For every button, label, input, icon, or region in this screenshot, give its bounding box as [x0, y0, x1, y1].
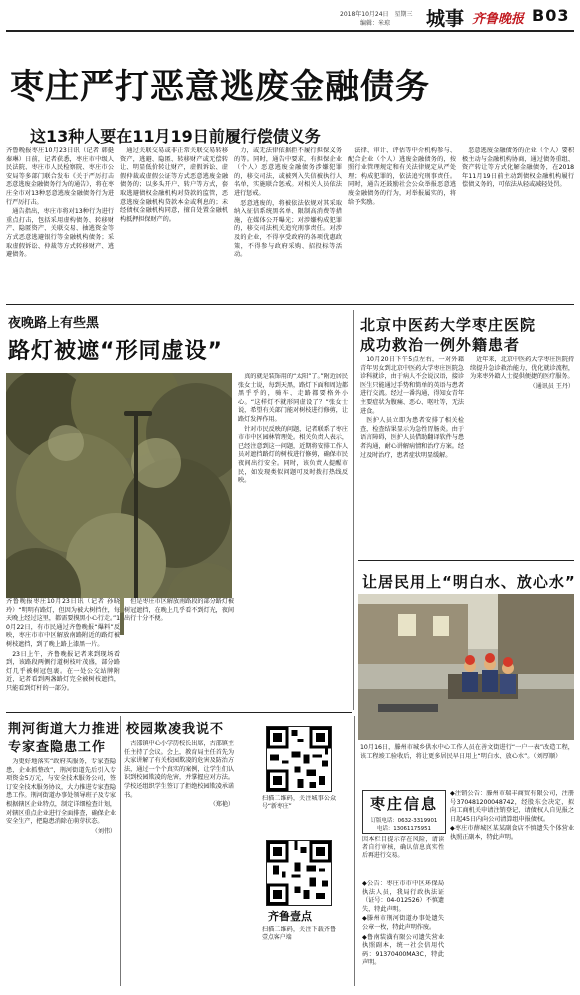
lead-col5-text: 法律、审计、评估等中介机构参与、配合企业（个人）逃废金融债务的，按照行业管理规定和有关法律规定从严处理；构成犯罪的，依法追究刑事责任。同时，通告还鼓励社会公众举报恶意逃废金融债务的行为，对举报属实的，将给予奖励。: [348, 147, 456, 206]
classified-item: ◆注销公告：滕州市瑞丰商贸有限公司，注册号370481200048742，经股东会决定，拟向工商机关申请注销登记，请债权人自见报之日起45日内向公司清算组申报债权。: [450, 790, 574, 823]
lamp-caption: 齐鲁晚报枣庄10月23日讯（记者 孙晓玲）“明明有路灯，但因为被大树挡住，每天晚上经过这里，都需要摸黑小心行走。”10月22日，有市民通过齐鲁晚报“爆料”反映，枣庄市市中区解放南路附近的路灯被树枝遮挡，到了晚上路上漆黑一片。: [6, 598, 120, 648]
classified-header: [362, 790, 446, 834]
jingbei-headline-2: 专家查隐患工作: [8, 740, 107, 755]
classified-list-left: [362, 880, 444, 988]
lamp-col-1: [6, 598, 120, 708]
date: 2018年10月24日: [340, 11, 389, 18]
editor-credit: 编辑：米琼: [360, 20, 391, 27]
qr-code-app[interactable]: [266, 840, 332, 906]
classified-item: ◆鲁南装潢有限公司遗失营业执照副本，统一社会信用代码：91370400MA3C，特此声明。: [362, 933, 444, 967]
lead-subhead: 这13种人要在11月19日前履行偿债义务: [30, 127, 321, 146]
hospital-col-1: [360, 356, 464, 566]
lamp-body1: 23日上午，齐鲁晚报记者来到现场看到，该路段两侧行道树枝叶茂盛，部分路灯几乎被树冠包裹。在一处公交站牌附近，记者看到两盏路灯完全被树枝遮挡，只能看到灯杆的一部分。: [6, 650, 120, 692]
lamp-body1-cont: 但是枣庄市区解放南路段的部分路灯被树冠遮挡，在晚上几乎看不到灯光，夜间出行十分不便。: [124, 598, 234, 623]
classified-item: ◆枣庄市薛城区某某副食店不慎遗失个体营业执照正副本，特此声明。: [450, 825, 574, 841]
lead-headline: 枣庄严打恶意逃废金融债务: [10, 67, 430, 107]
lead-byline: 齐鲁晚报枣庄10月23日讯（记者 韩挺 秦琳）日前，记者获悉，枣庄市中级人民法院、枣庄市人民检察院、枣庄市公安局等多部门联合发布《关于严厉打击恶意逃废金融债务行为的通告》，将在枣庄全市对13种恶意逃废金融债务行为进行严厉打击。: [6, 147, 114, 206]
classified-phone: 电话：13061175951: [377, 826, 431, 832]
classified-notice: 因本栏目提示存在风险，请读者自行审核，确认信息真实性后再进行交易。: [362, 836, 444, 859]
lead-col3-text: 力，或无法律依据拒不履行担保义务的等。同时，通告中要求，有担保企业（个人）恶意逃废金融债务涉嫌犯罪的，移交司法，或被列入失信被执行人名单，实施联合惩戒。对相关人员依法进行惩戒。: [234, 147, 342, 197]
weekday: 星期三: [394, 11, 413, 18]
lead-col1-text: 通告指出，枣庄市将对13种行为进行重点打击，包括采用虚构债务、转移财产、隐匿资产、关联交易、抽逃资金等方式恶意逃避银行等金融机构债务；采取虚假诉讼、仲裁等方式转移财产、逃避债务。: [6, 208, 114, 259]
hospital-body3: 近年来，北京中医药大学枣庄医院持续提升急诊救治能力，优化就诊流程，为来枣外籍人士提供便捷的医疗服务。: [470, 356, 574, 381]
qr-brand: 齐鲁壹点: [268, 910, 312, 923]
lead-col6-text: 恶意逃废金融债务的企业（个人）要积极主动与金融机构协商，通过债务重组、资产转让等方式化解金融债务，在2018年11月19日前主动到债权金融机构履行偿债义务的，可依法从轻或减轻处罚。: [462, 147, 574, 189]
water-photo: [358, 594, 574, 740]
lamp-kicker: 夜晚路上有些黑: [8, 316, 100, 331]
lead-col-4: [348, 147, 456, 299]
campus-text: 古邵镇中心小学历校长出席，古邵镇主任主持了会议。会上，教育局主任首先为大家讲解了有关校园欺凌的危害及防治方法，通过一个个真实的案例，让学生们认识到校园欺凌的危害，并掌握应对方法。学校还组织学生签订了拒绝校园欺凌承诺书。: [124, 740, 234, 799]
jingbei-body: [6, 758, 116, 988]
col-divider-left: [120, 716, 121, 986]
lamp-col-2: [124, 598, 234, 708]
hospital-headline-1: 北京中医药大学枣庄医院: [360, 316, 537, 334]
hospital-body2: 医护人员立即为患者安排了相关检查，检查结果显示为急性胃肠炎。由于语言障碍，医护人员借助翻译软件与患者沟通，耐心讲解病情和治疗方案。经过及时治疗，患者症状明显缓解。: [360, 417, 464, 459]
lead-col-3: [234, 147, 342, 299]
campus-byline: （郑艳）: [209, 801, 234, 809]
jingbei-headline-1: 荆河街道大力推进: [8, 722, 121, 737]
classified-item: ◆公告：枣庄市市中区环保局执法人员，我局行政执法证（证号：04-012526）不慎遗失，特此声明。: [362, 880, 444, 913]
hospital-body1: 10月20日下午5点左右，一对外籍青年男女到北京中医药大学枣庄医院急诊科就诊，由于病人不会说汉语，接诊医生只能通过手势和简单的英语与患者进行交流。经过一番沟通，得知女青年主要症状为腹痛、恶心、呕吐等，无法进食。: [360, 356, 464, 415]
issue-date: [340, 9, 412, 18]
lead-col2-text: 通过关联交易或非正常关联交易转移资产，逃避、隐匿、转移财产或无偿转让、明显低价转让财产，虚假诉讼、虚假仲裁或虚假公证等方式恶意逃废金融债务的；以多头开户、转户等方式，套取逃避债权金融机构对贷款的监管，恶意逃废金融机构贷款本金或利息的；未经债权金融机构同意，擅自处置金融机构抵押担保财产的。: [120, 147, 228, 223]
lamp-photo: [6, 373, 232, 635]
classified-hotline: 订版电话：0632-3319901: [370, 818, 438, 824]
hospital-headline-2: 成功救治一例外籍患者: [360, 336, 521, 354]
classified-list-right: [450, 790, 574, 988]
qr-label-1b: “新枣庄”: [267, 803, 292, 810]
lead-bottom-rule: [6, 304, 574, 305]
page-number: B03: [532, 6, 570, 25]
mid-section-rule: [6, 712, 352, 713]
lamp-col-3: [238, 373, 348, 708]
lamp-body3: 针对市民反映的问题，记者联系了枣庄市市中区园林管理处。相关负责人表示，已经注意到这一问题，近期将安排工作人员对遮挡路灯的树枝进行修剪，确保市民夜间出行安全。同时，该负责人提醒市民，如发现类似问题可及时拨打热线反映。: [238, 425, 348, 485]
jingbei-text: 为更好地落实“政府买服务，专家查隐患，企业抓整改”，荆河街道先后引入专项资金5万元，与安全技术服务公司，签订安全技术服务协议，大力推进专家查隐患工作。荆河街道办事处领导班子及专家根据辖区企业特点，制定详细检查计划，对辖区重点企业进行全面排查，确保企业安全生产，把隐患消除在萌芽状态。: [6, 758, 116, 826]
section-name: 城事: [426, 8, 465, 30]
paper-logo: 齐鲁晚报: [472, 12, 525, 27]
lead-col-5: [462, 147, 574, 299]
jingbei-byline: （刘伟）: [91, 827, 116, 835]
lamp-body2: 真的就是装饰用的“太阳”了。”附近居民张女士说，每到天黑，路灯下面和周边都黑乎乎的，骑车、走路都要格外小心。“这样灯不就形同虚设了？”张女士说，希望有关部门能对树枝进行修剪，让路灯发挥作用。: [238, 373, 348, 423]
hospital-byline: （通讯员 王丹）: [529, 382, 574, 390]
lead-col-2: [120, 147, 228, 299]
col-divider-mid: [353, 310, 354, 710]
campus-body: [124, 740, 234, 988]
lamp-headline: 路灯被遮“形同虚设”: [8, 339, 223, 364]
qr-label-1: 扫描二维码，关注城事公众号: [262, 795, 336, 810]
lead-col4-text: 恶意逃废的，将被依法依规对其采取纳入征信系统黑名单、限制高消费等措施，在媒体公开曝光；对涉嫌构成犯罪的，移交司法机关追究刑事责任。对涉及的企业，不得享受政府的各项优惠政策，不得参与政府采购、招投标等活动。: [234, 199, 342, 259]
qr-label-app: 扫描二维码，关注下载齐鲁壹点客户端: [262, 926, 336, 941]
masthead-rule: [6, 30, 574, 32]
water-caption: 10月16日，滕州市城乡供水中心工作人员在善文街进行“一户一表”改造工程，该工程竣工验收后，将让更多居民早日用上“明白水、放心水”。（刘厚顺）: [360, 744, 574, 760]
water-headline: 让居民用上“明白水、放心水”: [362, 573, 576, 591]
col-divider-right: [354, 716, 355, 986]
hospital-col-2: [470, 356, 574, 566]
campus-headline: 校园欺凌我说不: [126, 722, 225, 737]
qr-label-wechat: [262, 795, 336, 815]
qr-code-wechat[interactable]: [266, 726, 332, 792]
classified-item: ◆滕州市荆河街道办事处遗失公章一枚，特此声明作废。: [362, 915, 444, 931]
classified-title: 枣庄信息: [369, 795, 438, 813]
hospital-bottom-rule: [358, 560, 574, 561]
lead-col-1: [6, 147, 114, 299]
